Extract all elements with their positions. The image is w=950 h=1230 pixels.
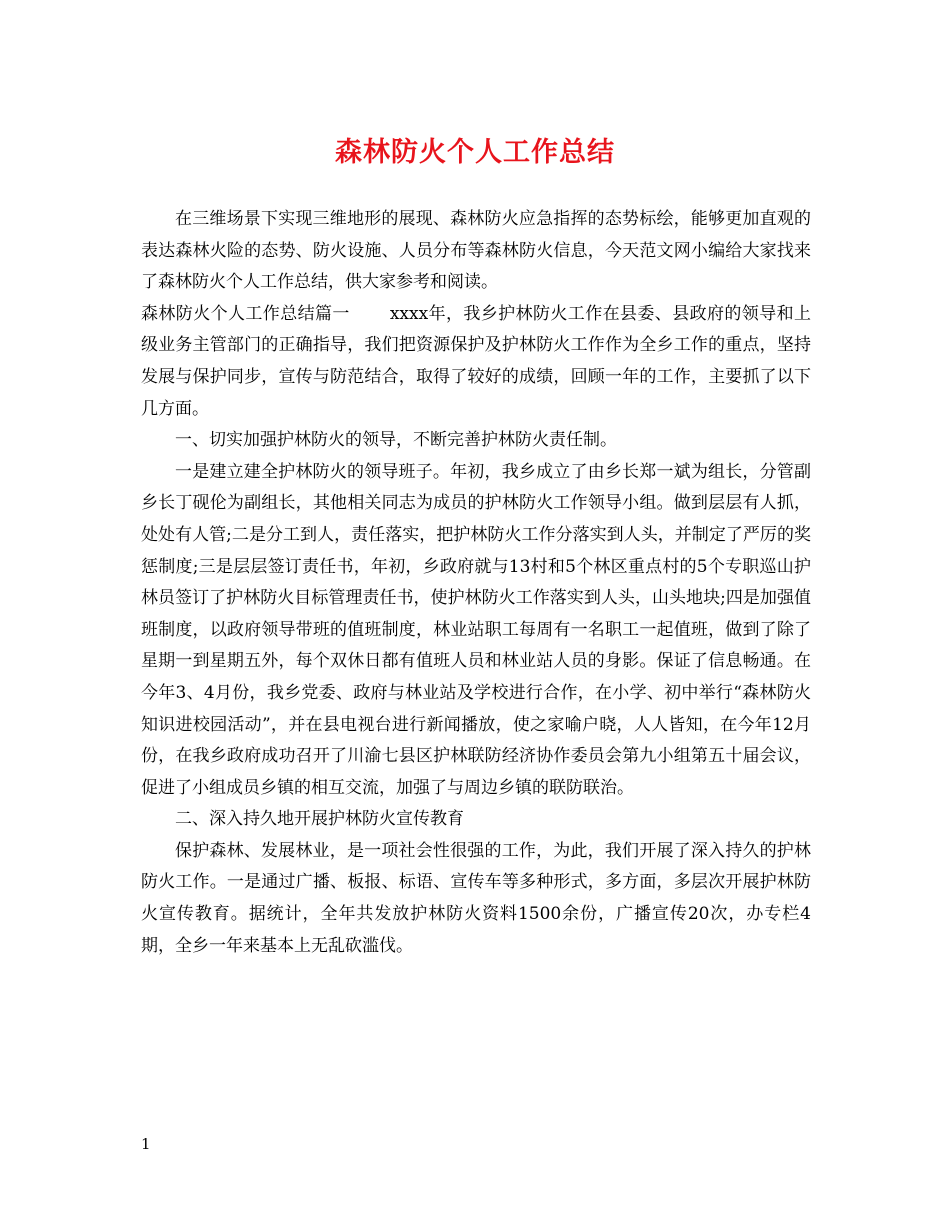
- document-title: 森林防火个人工作总结: [335, 137, 615, 168]
- section1-heading: 一、切实加强护林防火的领导，不断完善护林防火责任制。: [175, 430, 617, 451]
- section1-body: 一是建立建全护林防火的领导班子。年初，我乡成立了由乡长郑一斌为组长，分管副乡长丁砚伦为副组长，其他相关同志为成员的护林防火工作领导小组。做到层层有人抓，处处有人管;二是分工到人，责任落实，把护林防火工作分落实到人头，并制定了严厉的奖惩制度;三是层层签订责任书，年初，乡政府就与13村和5个林区重点村的5个专职巡山护林员签订了护林防火目标管理责任书，使护林防火工作落实到人头，山头地块;四是加强值班制度，以政府领导带班的值班制度，林业站职工每周有一名职工一起值班，做到了除了星期一到星期五外，每个双休日都有值班人员和林业站人员的身影。保证了信息畅通。在今年3、4月份，我乡党委、政府与林业站及学校进行合作，在小学、初中举行“森林防火知识进校园活动”，并在县电视台进行新闻播放，使之家喻户晓，人人皆知，在今年12月份，在我乡政府成功召开了川渝七县区护林联防经济协作委员会第九小组第五十届会议，促进了小组成员乡镇的相互交流，加强了与周边乡镇的联防联治。: [141, 461, 811, 798]
- part1-heading: 森林防火个人工作总结篇一: [141, 303, 350, 324]
- part1-lead: xxxx年，我乡护林防火工作在县委、县政府的领导和上级业务主管部门的正确指导，我们把资源保护及护林防火工作作为全乡工作的重点，坚持发展与保护同步，宣传与防范结合，取得了较好的成绩，回顾一年的工作，主要抓了以下几方面。: [141, 303, 812, 419]
- intro-paragraph: 在三维场景下实现三维地形的展现、森林防火应急指挥的态势标绘，能够更加直观的表达森林火险的态势、防火设施、人员分布等森林防火信息，今天范文网小编给大家找来了森林防火个人工作总结，供大家参考和阅读。: [141, 209, 811, 293]
- document-body: [141, 204, 811, 962]
- page-number: 1: [141, 1135, 151, 1153]
- section2-body: 保护森林、发展林业，是一项社会性很强的工作，为此，我们开展了深入持久的护林防火工作。一是通过广播、板报、标语、宣传车等多种形式，多方面，多层次开展护林防火宣传教育。据统计，全年共发放护林防火资料1500余份，广播宣传20次，办专栏4期，全乡一年来基本上无乱砍滥伐。: [141, 840, 811, 956]
- section2-heading: 二、深入持久地开展护林防火宣传教育: [175, 809, 464, 830]
- part1-paragraph: [141, 299, 811, 425]
